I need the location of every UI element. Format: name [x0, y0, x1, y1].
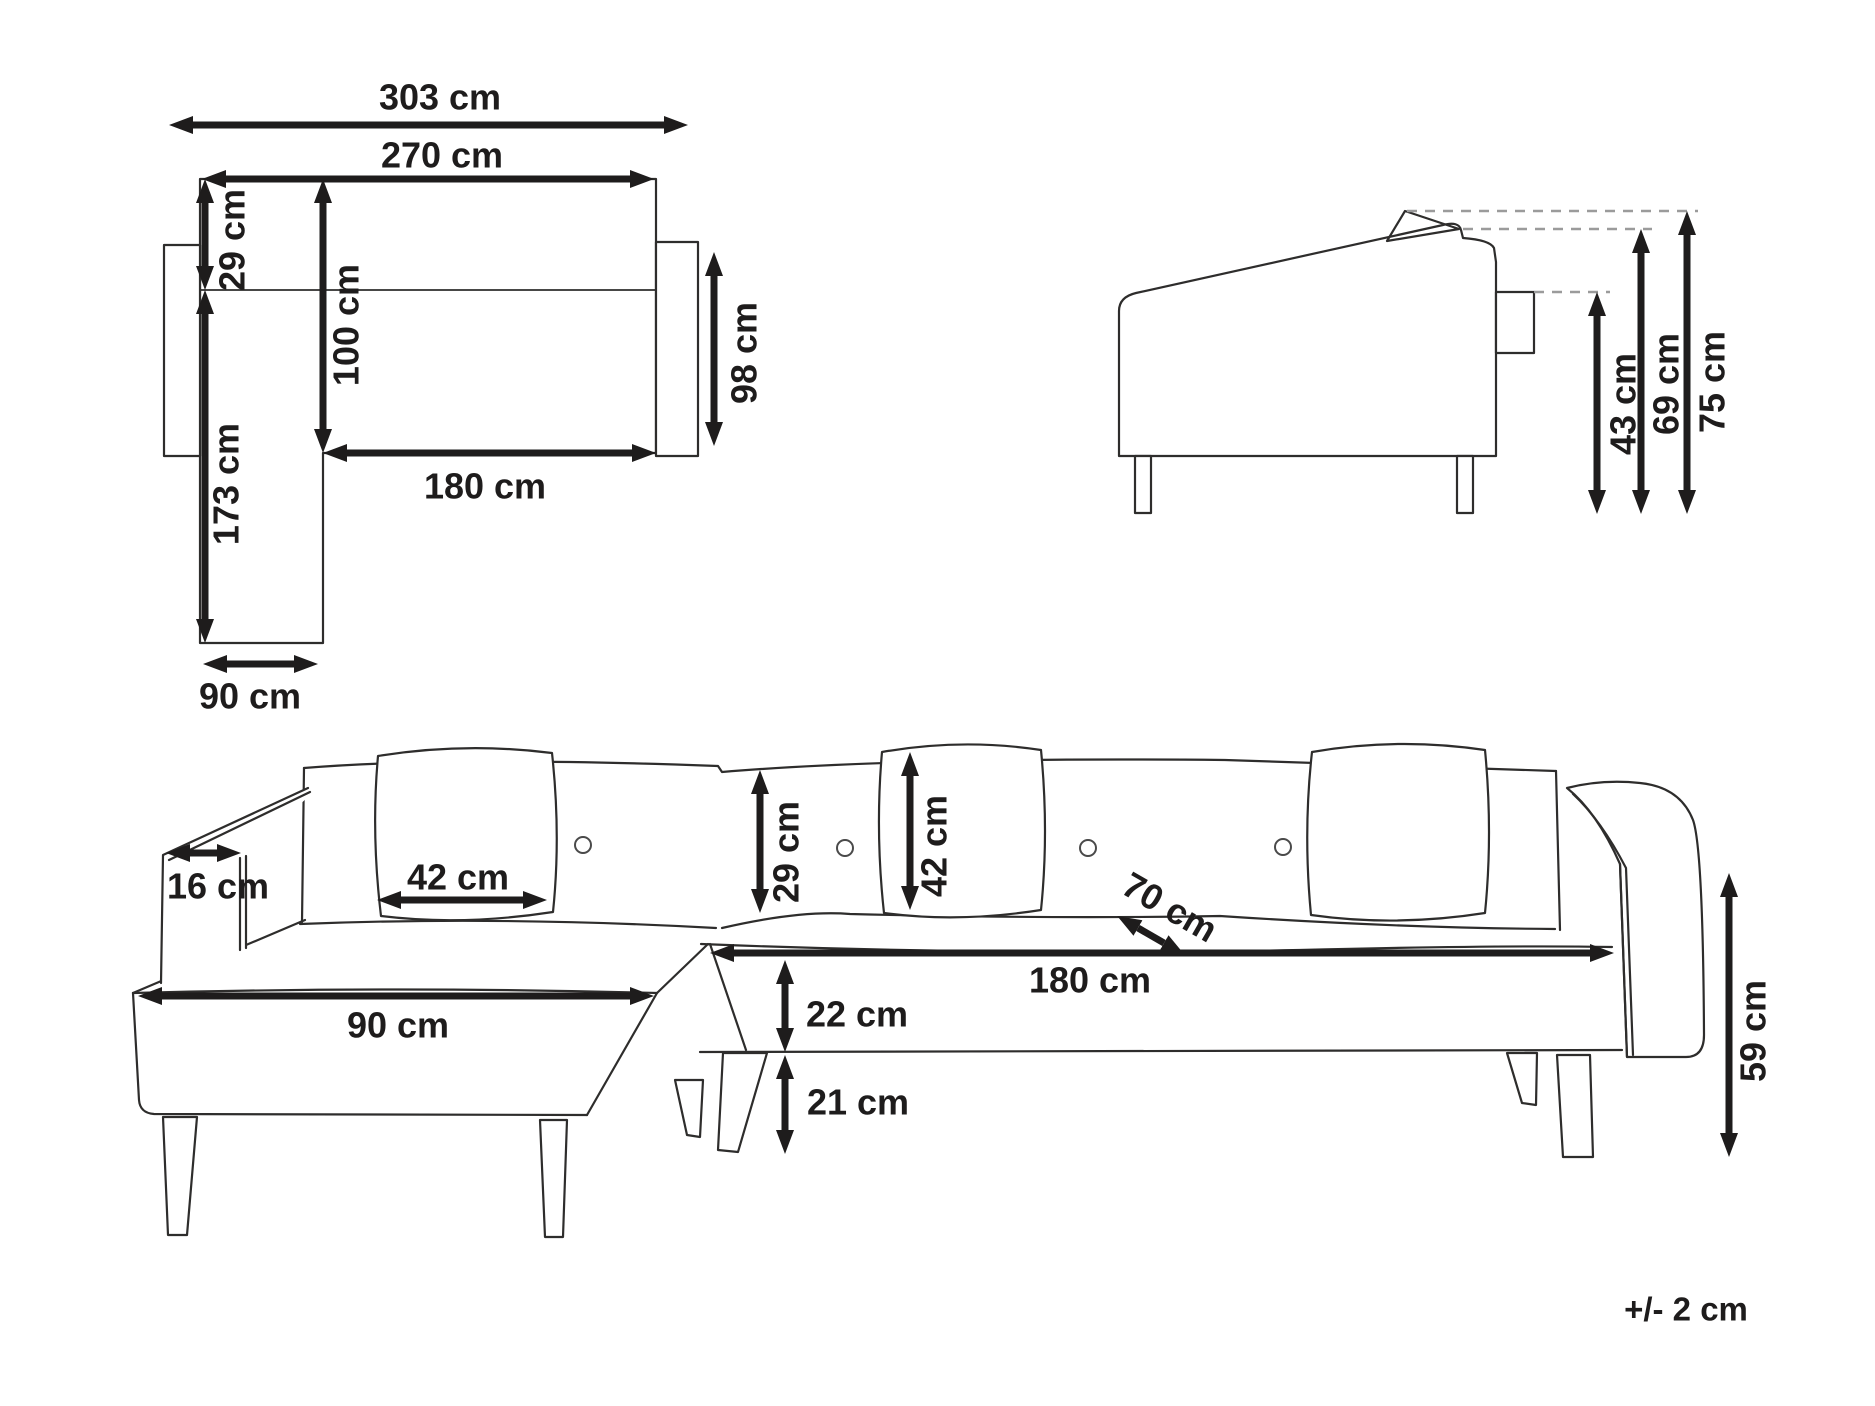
dim-label-backrest-depth: 29 cm [211, 188, 253, 292]
chaise-front-left-leg [163, 1117, 197, 1235]
dim-label-cushion-width: 42 cm [406, 856, 510, 898]
backrest-button-2 [837, 840, 853, 856]
front-backrest-right-edge [1556, 771, 1560, 930]
dim-label-backrest-height: 29 cm [765, 800, 807, 904]
front-seat-back-edge-chaise [300, 921, 716, 928]
dim-label-seat-depth: 70 cm [1115, 863, 1225, 951]
main-seat-junction-diagonal [710, 944, 746, 1050]
side-armrest-block [1496, 292, 1534, 353]
main-back-right-leg [1507, 1053, 1537, 1105]
backrest-button-1 [575, 837, 591, 853]
dim-label-armrest-height: 59 cm [1732, 979, 1774, 1083]
cushion-right [1307, 744, 1489, 921]
dim-label-chaise-length: 173 cm [205, 422, 247, 546]
chaise-front-right-leg [540, 1120, 567, 1237]
dim-label-armrest-top-width: 16 cm [166, 865, 270, 907]
dim-label-overall-width: 303 cm [378, 76, 502, 118]
plan-right-armrest [656, 242, 698, 456]
side-back-leg [1135, 456, 1151, 513]
tolerance-note: +/- 2 cm [1624, 1290, 1748, 1328]
backrest-button-4 [1275, 839, 1291, 855]
main-seat-frame-bottom-edge [700, 1050, 1622, 1052]
side-front-leg [1457, 456, 1473, 513]
backrest-button-3 [1080, 840, 1096, 856]
side-sofa-body [1119, 224, 1496, 456]
cushion-middle [879, 744, 1045, 917]
dim-label-middle-height: 69 cm [1645, 332, 1687, 436]
side-view [1119, 211, 1733, 513]
chaise-main-fold-edge [657, 944, 708, 993]
dim-label-leg-height: 21 cm [806, 1081, 910, 1123]
dim-arrow-seat-depth [1138, 928, 1164, 943]
dim-label-seat-front-width: 180 cm [423, 465, 547, 507]
plan-sofa-outline [200, 179, 656, 643]
main-back-left-leg [675, 1080, 703, 1137]
plan-left-armrest [164, 245, 200, 456]
top-view [164, 77, 765, 717]
main-front-left-leg [718, 1053, 767, 1152]
main-front-right-leg [1557, 1055, 1593, 1157]
front-view [133, 744, 1774, 1237]
right-armrest-body [1567, 782, 1704, 1057]
dim-label-total-height: 75 cm [1691, 330, 1733, 434]
dim-label-chaise-seat-width: 90 cm [346, 1004, 450, 1046]
dim-label-frame-height: 22 cm [805, 993, 909, 1035]
chaise-seat-front-top-edge [133, 990, 657, 994]
dim-label-lower-height: 43 cm [1602, 352, 1644, 456]
dim-label-cushion-height: 42 cm [913, 794, 955, 898]
dim-label-seat-width: 180 cm [1028, 959, 1152, 1001]
chaise-front-face-right-edge [587, 993, 657, 1115]
dim-label-chaise-width: 90 cm [198, 675, 302, 717]
dim-label-body-depth: 100 cm [325, 263, 367, 387]
dim-label-inner-width: 270 cm [380, 134, 504, 176]
dim-label-side-depth: 98 cm [723, 301, 765, 405]
